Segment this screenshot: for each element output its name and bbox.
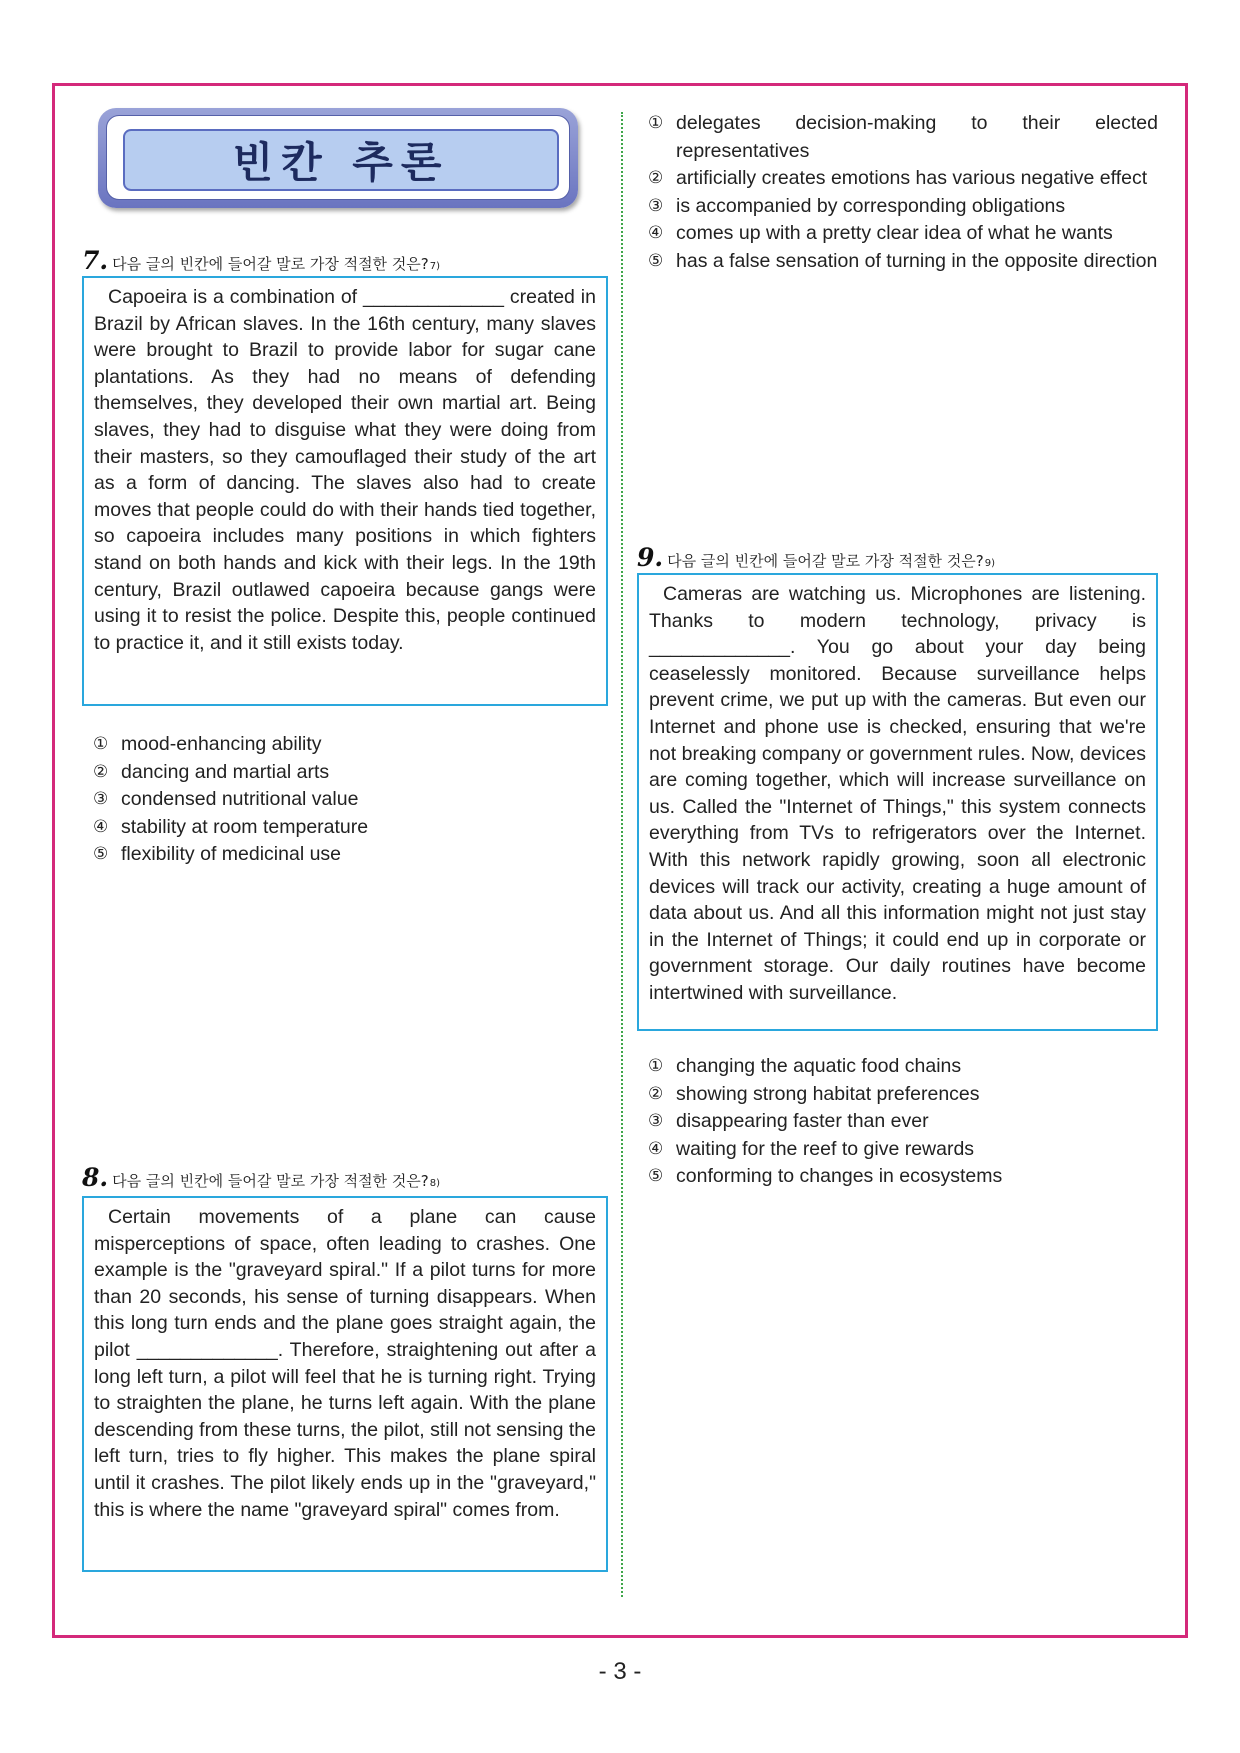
choice-marker: ④ [648,1138,664,1159]
choice-marker: ③ [648,1111,664,1131]
question-prompt: 다음 글의 빈칸에 들어갈 말로 가장 적절한 것은? [667,552,984,570]
question-number: 8. [82,1163,109,1192]
question-footnote: 8) [429,1178,441,1189]
choice-text: showing strong habitat preferences [676,1082,980,1105]
choice-text: conforming to changes in ecosystems [676,1165,1003,1187]
question-prompt: 다음 글의 빈칸에 들어갈 말로 가장 적절한 것은? [112,255,429,273]
choice-text: mood-enhancing ability [121,733,322,755]
choice-marker: ① [93,734,109,754]
question-9-header [637,543,995,572]
choice-marker: ⑤ [93,844,109,864]
choice-1[interactable] [93,731,593,759]
section-banner [98,108,578,208]
question-prompt: 다음 글의 빈칸에 들어갈 말로 가장 적절한 것은? [112,1172,429,1190]
passage-text: Capoeira is a combination of _____________ created in Brazil by African slaves. In the 16th century, many slaves were brought to Brazil to provide labor for sugar cane plantations. As they had no means of defending themselves, they developed their own martial art. Being slaves, they had to disguise what they were doing from their masters, so they camouflaged their study of the art as a form of dancing. The slaves also had to create moves that people could do with their hands tied together, so capoeira includes many positions in which fighters stand on both hands and kick with their legs. In the 19th century, Brazil outlawed capoeira because gangs were using it to resist the police. Despite this, people continued to practice it, and it still exists today. [94,286,596,654]
choice-5[interactable] [648,1163,1148,1191]
choice-text: flexibility of medicinal use [121,843,342,865]
choice-5[interactable] [93,841,593,869]
banner-label [123,129,559,191]
choice-marker: ① [648,113,664,133]
choice-3[interactable] [93,786,593,814]
question-7-passage [82,276,608,706]
question-number: 7. [82,246,109,275]
question-footnote: 7) [429,261,441,272]
choice-text: disappearing faster than ever [676,1110,929,1132]
choice-3[interactable] [648,193,1158,221]
choice-text: condensed nutritional value [121,788,359,810]
choice-1[interactable] [648,110,1158,165]
choice-text: waiting for the reef to give rewards [676,1137,975,1160]
choice-4[interactable] [648,220,1158,248]
choice-2[interactable] [93,759,593,787]
choice-marker: ② [648,168,664,188]
question-7-header [82,246,440,275]
choice-text: dancing and martial arts [121,760,330,783]
passage-text: Cameras are watching us. Microphones are listening. Thanks to modern technology, privacy is _____________. You go about your day being ceaselessly monitored. Because surveillance helps prevent crime, we put up with the cameras. But even our Internet and phone use is checked, ensuring that we're not breaking company or government rules. Now, devices are coming together, which will increase surveillance on us. Called the "Internet of Things," this system connects everything from TVs to refrigerators over the Internet. With this network rapidly growing, soon all electronic devices will track our activity, creating a huge amount of data about us. And all this information might not just stay in the Internet of Things; it could end up in corporate or government storage. Our daily routines have become intertwined with surveillance. [649,583,1146,1004]
choice-text: artificially creates emotions has various negative effect [676,167,1148,189]
choice-marker: ① [648,1056,664,1076]
choice-4[interactable] [648,1136,1148,1164]
choice-marker: ③ [648,195,664,216]
choice-marker: ③ [93,789,109,809]
choice-text: is accompanied by corresponding obligations [676,194,1066,217]
choice-text: comes up with a pretty clear idea of what he wants [676,222,1113,244]
section-title: 빈칸 추론 [232,138,450,187]
choice-3[interactable] [648,1108,1148,1136]
page-number: - 3 - [598,1658,642,1685]
banner-frame [106,115,570,200]
choice-marker: ④ [93,816,109,837]
question-footnote: 9) [984,558,996,569]
choice-text: delegates decision-making to their elected representatives [676,112,1158,162]
choice-marker: ④ [648,223,664,243]
question-8-passage [82,1196,608,1572]
choice-marker: ⑤ [648,250,664,271]
choice-marker: ② [93,761,109,782]
choice-text: stability at room temperature [121,815,369,838]
question-8-header [82,1163,440,1192]
choice-4[interactable] [93,814,593,842]
choice-2[interactable] [648,1081,1148,1109]
question-9-choices [648,1053,1148,1191]
choice-marker: ② [648,1083,664,1104]
choice-marker: ⑤ [648,1166,664,1186]
choice-1[interactable] [648,1053,1148,1081]
choice-text: has a false sensation of turning in the opposite direction [676,249,1158,272]
choice-2[interactable] [648,165,1158,193]
choice-5[interactable] [648,248,1158,276]
question-number: 9. [637,543,664,572]
question-7-choices [93,731,593,869]
column-divider [621,112,623,1597]
question-9-passage [637,573,1158,1031]
passage-text: Certain movements of a plane can cause misperceptions of space, often leading to crashes. One example is the "graveyard spiral." If a pilot turns for more than 20 seconds, his sense of turning disappears. When this long turn ends and the plane goes straight again, the pilot _____________. Therefore, straightening out after a long left turn, a pilot will feel that he is turning right. Trying to straighten the plane, he turns left again. With the plane descending from these turns, the pilot, still not sensing the left turn, tries to fly higher. This makes the plane spiral until it crashes. The pilot likely ends up in the "graveyard," this is where the name "graveyard spiral" comes from. [94,1206,596,1521]
question-8-choices [648,110,1158,275]
choice-text: changing the aquatic food chains [676,1055,962,1077]
